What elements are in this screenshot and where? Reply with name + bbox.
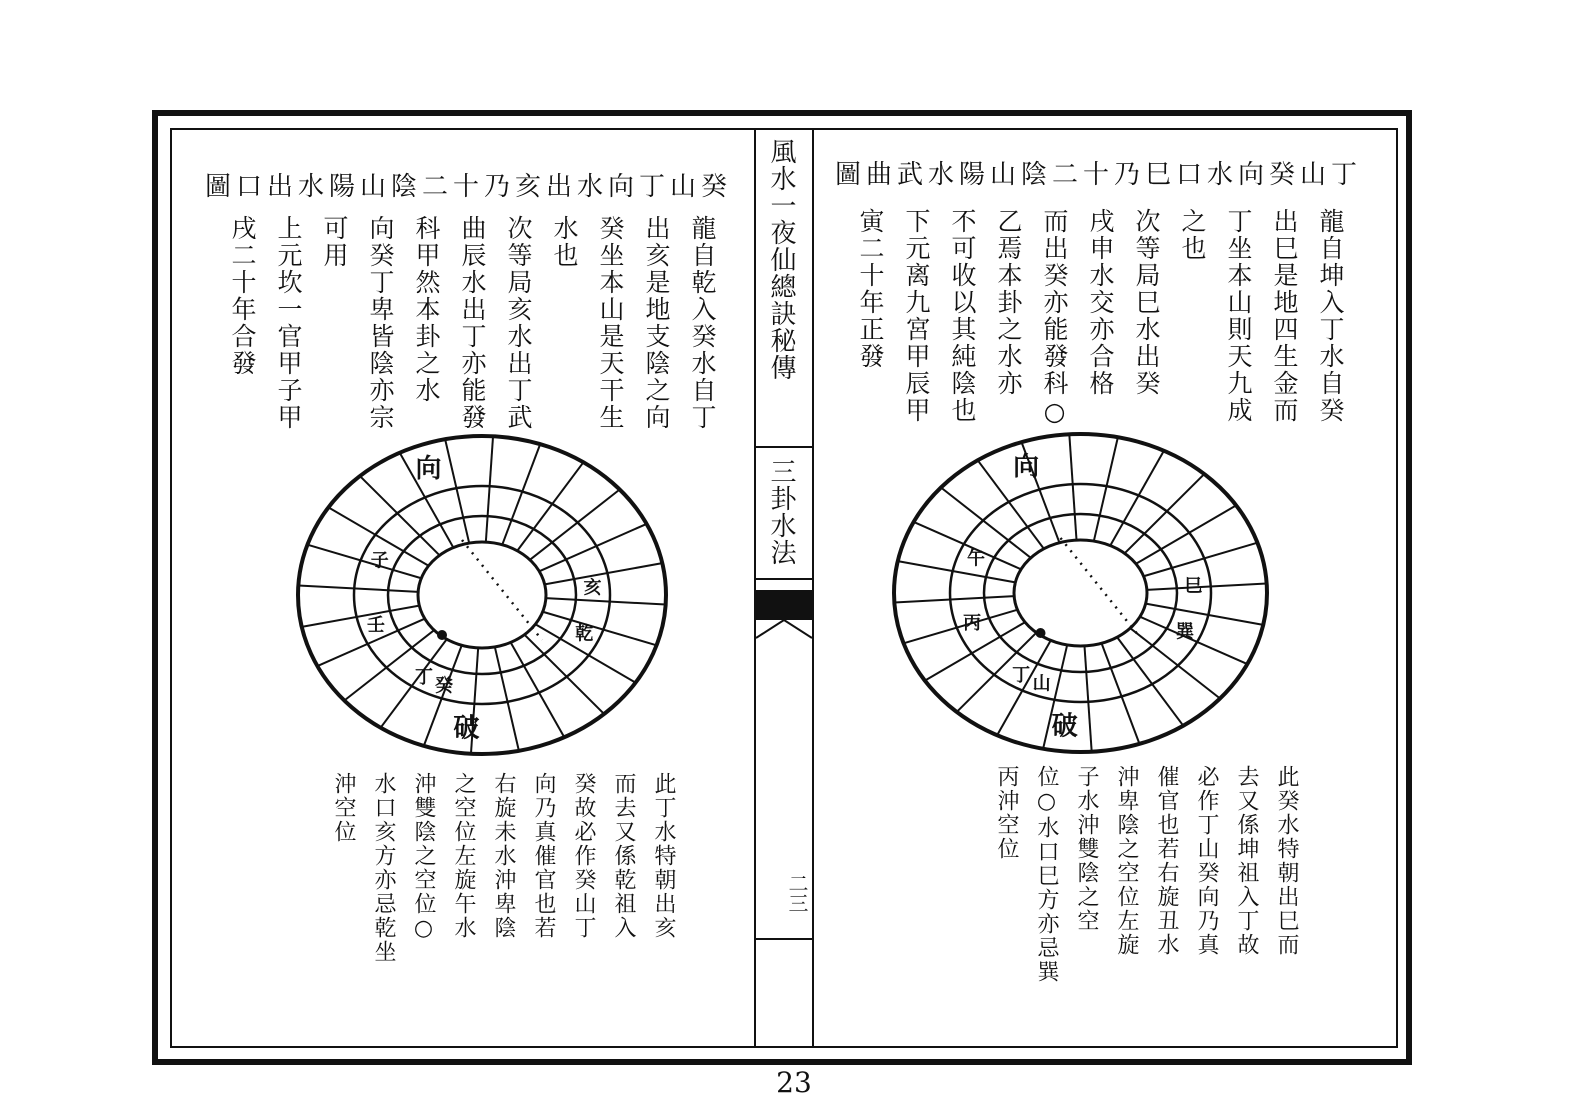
- wheel-dotted-path: [462, 540, 542, 640]
- right-compass-wheel: [888, 428, 1273, 758]
- page-number: 23: [776, 1066, 812, 1099]
- wheel-label: 丁: [1012, 665, 1031, 687]
- spine-black-bar: [756, 590, 812, 620]
- wheel-spoke: [486, 436, 493, 542]
- spine-section-title: 三卦水法: [766, 458, 796, 566]
- wheel-spoke: [1084, 646, 1091, 752]
- wheel-spoke: [495, 647, 519, 751]
- wheel-label: 向: [415, 454, 442, 485]
- wheel-spoke: [517, 462, 583, 550]
- wheel-spoke: [1069, 434, 1076, 540]
- wheel-spoke: [539, 524, 646, 571]
- wheel-center-dot: [437, 630, 447, 640]
- right-note-column: 沖卑陰之空位左旋: [1114, 765, 1139, 957]
- right-text-column: 下元离九宮甲辰甲: [902, 208, 931, 424]
- wheel-label: 壬: [366, 614, 385, 636]
- left-text-column: 水也: [550, 215, 579, 269]
- wheel-ring: [418, 542, 546, 648]
- right-note-column: 此癸水特朝出巳而: [1274, 765, 1299, 957]
- wheel-label: 向: [1013, 452, 1040, 483]
- left-note-column: 癸故必作癸山丁: [571, 772, 596, 940]
- right-note-column: 催官也若右旋丑水: [1154, 765, 1179, 957]
- left-text-column: 龍自乾入癸水自丁: [688, 215, 717, 431]
- left-text-column: 科甲然本卦之水: [412, 215, 441, 404]
- wheel-label: 破: [453, 713, 480, 744]
- wheel-spoke: [1136, 505, 1236, 563]
- wheel-spoke: [298, 585, 418, 591]
- spine-leaf-number: 二三: [785, 873, 809, 913]
- wheel-label: 巳: [1184, 575, 1203, 597]
- right-text-column: 而出癸亦能發科○: [1040, 208, 1069, 428]
- right-note-column: 丙沖空位: [994, 765, 1019, 861]
- wheel-spoke: [545, 563, 663, 584]
- left-text-column: 向癸丁卑皆陰亦宗: [366, 215, 395, 431]
- right-text-column: 不可收以其純陰也: [948, 208, 977, 424]
- wheel-spoke: [898, 561, 1016, 582]
- wheel-label: 破: [1051, 711, 1078, 742]
- left-compass-wheel: [292, 430, 672, 760]
- right-text-column: 之也: [1178, 208, 1207, 262]
- wheel-spoke: [445, 439, 469, 543]
- right-text-column: 丁坐本山則天九成: [1224, 208, 1253, 424]
- wheel-spoke: [546, 598, 666, 604]
- right-note-column: 去又係坤祖入丁故: [1234, 765, 1259, 957]
- right-note-column: 必作丁山癸向乃真: [1194, 765, 1219, 957]
- left-note-column: 沖空位: [331, 772, 356, 844]
- wheel-spoke: [1147, 583, 1267, 589]
- left-note-column: 水口亥方亦忌乾坐: [371, 772, 396, 964]
- wheel-label: 山: [1032, 673, 1051, 695]
- wheel-spoke: [1125, 474, 1205, 553]
- wheel-label: 亥: [583, 577, 602, 599]
- right-text-column: 次等局巳水出癸: [1132, 208, 1161, 397]
- left-text-column: 癸坐本山是天干生: [596, 215, 625, 431]
- spine-chevron: [756, 620, 812, 660]
- wheel-label: 丙: [963, 612, 982, 634]
- wheel-label: 子: [370, 550, 389, 572]
- spine-divider: [756, 938, 812, 940]
- wheel-label: 丁: [414, 667, 433, 689]
- right-note-column: 子水沖雙陰之空: [1074, 765, 1099, 933]
- wheel-center-dot: [1036, 628, 1046, 638]
- spine-divider: [756, 446, 812, 448]
- wheel-spoke: [1146, 604, 1264, 625]
- right-page-heading: 丁山癸向水口巳乃十二陰山陽水武曲圖: [835, 160, 1363, 190]
- left-text-column: 戌二十年合發: [228, 215, 257, 377]
- left-text-column: 可用: [320, 215, 349, 269]
- right-note-column: 位○水口巳方亦忌巽: [1034, 765, 1059, 984]
- right-text-column: 寅二十年正發: [856, 208, 885, 370]
- left-note-column: 右旋未水沖卑陰: [491, 772, 516, 940]
- wheel-spoke: [360, 476, 440, 555]
- wheel-dotted-path: [1061, 538, 1141, 638]
- right-text-column: 出巳是地四生金而: [1270, 208, 1299, 424]
- left-note-column: 之空位左旋午水: [451, 772, 476, 940]
- right-text-column: 乙焉本卦之水亦: [994, 208, 1023, 397]
- wheel-ring: [1014, 540, 1147, 646]
- wheel-label: 午: [966, 548, 985, 570]
- left-text-column: 出亥是地支陰之向: [642, 215, 671, 431]
- right-text-column: 戌申水交亦合格: [1086, 208, 1115, 397]
- wheel-spoke: [524, 635, 604, 714]
- wheel-ring: [950, 484, 1211, 702]
- left-note-column: 向乃真催官也若: [531, 772, 556, 940]
- wheel-spoke: [511, 642, 565, 737]
- spine-divider: [756, 578, 812, 580]
- wheel-spoke: [302, 606, 420, 627]
- book-spine: [754, 128, 814, 1048]
- wheel-label: 癸: [434, 675, 453, 697]
- wheel-spoke: [894, 596, 1014, 602]
- wheel-spoke: [1094, 437, 1118, 541]
- wheel-label: 巽: [1176, 621, 1195, 643]
- right-text-column: 龍自坤入丁水自癸: [1316, 208, 1345, 424]
- left-note-column: 沖雙陰之空位○: [411, 772, 436, 943]
- wheel-spoke: [1110, 451, 1164, 546]
- wheel-label: 乾: [575, 623, 594, 645]
- left-text-column: 上元坎一官甲子甲: [274, 215, 303, 431]
- left-text-column: 曲辰水出丁亦能發: [458, 215, 487, 431]
- wheel-ring: [388, 516, 576, 674]
- spine-title: 風水一夜仙總訣秘傳: [766, 138, 796, 381]
- wheel-ring: [354, 486, 610, 704]
- left-text-column: 次等局亥水出丁武: [504, 215, 533, 431]
- left-page-heading: 癸山丁向水出亥乃十二陰山陽水出口圖: [205, 172, 733, 202]
- left-note-column: 此丁水特朝出亥: [651, 772, 676, 940]
- left-note-column: 而去又係乾祖入: [611, 772, 636, 940]
